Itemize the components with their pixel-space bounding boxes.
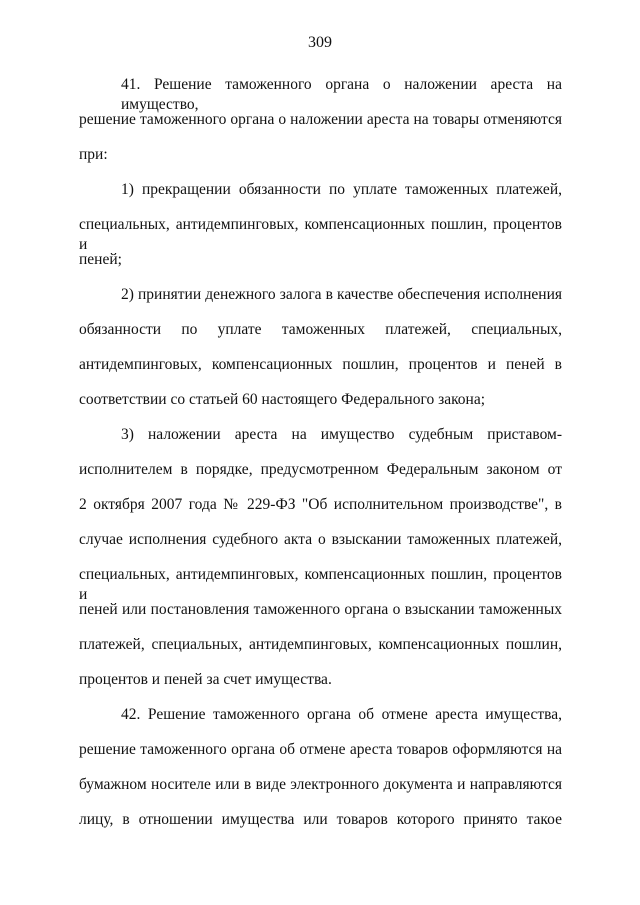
text-line: исполнителем в порядке, предусмотренном Федеральным законом от <box>79 461 562 478</box>
text-line: решение таможенного органа о наложении ареста на товары отменяются <box>79 111 562 128</box>
text-line: 2) принятии денежного залога в качестве обеспечения исполнения <box>121 286 562 303</box>
text-line: 3) наложении ареста на имущество судебным приставом- <box>121 426 562 443</box>
text-line: 2 октября 2007 года № 229-ФЗ "Об исполнительном производстве", в <box>79 496 562 513</box>
page-number: 309 <box>308 34 332 51</box>
text-line: пеней; <box>79 251 122 268</box>
text-line: соответствии со статьей 60 настоящего Федерального закона; <box>79 391 486 408</box>
text-line: 42. Решение таможенного органа об отмене ареста имущества, <box>121 706 562 723</box>
text-line: обязанности по уплате таможенных платежей, специальных, <box>79 321 562 338</box>
text-line: антидемпинговых, компенсационных пошлин, процентов и пеней в <box>79 356 562 373</box>
text-line: бумажном носителе или в виде электронного документа и направляются <box>79 776 562 793</box>
text-line: решение таможенного органа об отмене ареста товаров оформляются на <box>79 741 562 758</box>
text-line: 1) прекращении обязанности по уплате таможенных платежей, <box>121 181 562 198</box>
text-line: специальных, антидемпинговых, компенсационных пошлин, процентов и <box>79 216 562 253</box>
text-line: 41. Решение таможенного органа о наложении ареста на имущество, <box>121 76 562 113</box>
text-line: при: <box>79 146 108 163</box>
text-line: случае исполнения судебного акта о взыскании таможенных платежей, <box>79 531 562 548</box>
text-line: лицу, в отношении имущества или товаров которого принято такое <box>79 811 562 828</box>
text-line: специальных, антидемпинговых, компенсационных пошлин, процентов и <box>79 566 562 603</box>
text-line: платежей, специальных, антидемпинговых, компенсационных пошлин, <box>79 636 562 653</box>
text-line: пеней или постановления таможенного органа о взыскании таможенных <box>79 601 562 618</box>
text-line: процентов и пеней за счет имущества. <box>79 671 332 688</box>
